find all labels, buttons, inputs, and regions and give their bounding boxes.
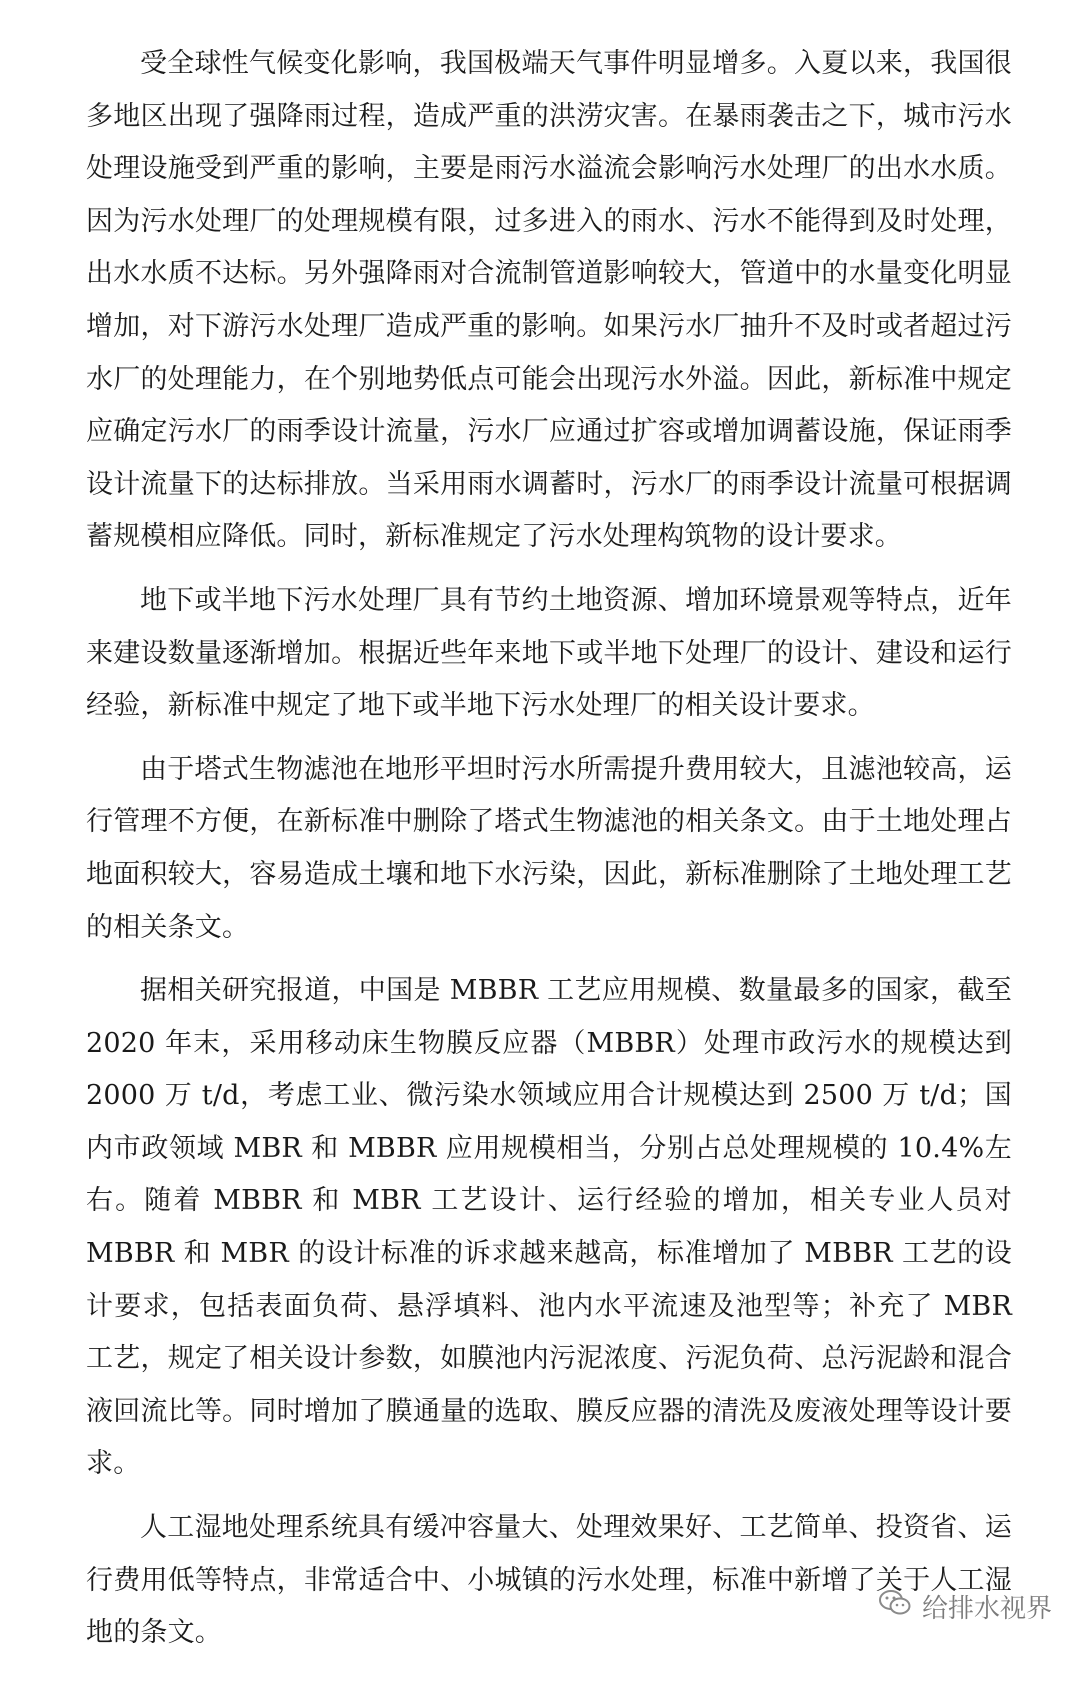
paragraph-5: 人工湿地处理系统具有缓冲容量大、处理效果好、工艺简单、投资省、运行费用低等特点，非常适合中、小城镇的污水处理，标准中新增了关于人工湿地的条文。 xyxy=(86,1512,1012,1649)
document-body xyxy=(86,38,1012,1671)
paragraph-2: 地下或半地下污水处理厂具有节约土地资源、增加环境景观等特点，近年来建设数量逐渐增加。根据近些年来地下或半地下处理厂的设计、建设和运行经验，新标准中规定了地下或半地下污水处理厂的相关设计要求。 xyxy=(86,584,1012,722)
watermark xyxy=(878,1588,1052,1625)
paragraph-4: 据相关研究报道，中国是 MBBR 工艺应用规模、数量最多的国家，截至 2020 年末，采用移动床生物膜反应器（MBBR）处理市政污水的规模达到 2000 万 t/d，考虑工业、微污染水领域应用合计规模达到 2500 万 t/d；国内市政领域 MBR 和 MBBR 应用规模相当，分别占总处理规模的 10.4%左右。随着 MBBR 和 MBR 工艺设计、运行经验的增加，相关专业人员对 MBBR 和 MBR 的设计标准的诉求越来越高，标准增加了 MBBR 工艺的设计要求，包括表面负荷、悬浮填料、池内水平流速及池型等；补充了 MBR 工艺，规定了相关设计参数，如膜池内污泥浓度、污泥负荷、总污泥龄和混合液回流比等。同时增加了膜通量的选取、膜反应器的清洗及废液处理等设计要求。 xyxy=(86,975,1012,1480)
watermark-text: 给排水视界 xyxy=(921,1594,1052,1624)
wechat-icon xyxy=(878,1588,912,1625)
paragraph-1: 受全球性气候变化影响，我国极端天气事件明显增多。入夏以来，我国很多地区出现了强降雨过程，造成严重的洪涝灾害。在暴雨袭击之下，城市污水处理设施受到严重的影响，主要是雨污水溢流会影响污水处理厂的出水水质。因为污水处理厂的处理规模有限，过多进入的雨水、污水不能得到及时处理，出水水质不达标。另外强降雨对合流制管道影响较大，管道中的水量变化明显增加，对下游污水处理厂造成严重的影响。如果污水厂抽升不及时或者超过污水厂的处理能力，在个别地势低点可能会出现污水外溢。因此，新标准中规定应确定污水厂的雨季设计流量，污水厂应通过扩容或增加调蓄设施，保证雨季设计流量下的达标排放。当采用雨水调蓄时，污水厂的雨季设计流量可根据调蓄规模相应降低。同时，新标准规定了污水处理构筑物的设计要求。 xyxy=(86,48,1012,553)
paragraph-3: 由于塔式生物滤池在地形平坦时污水所需提升费用较大，且滤池较高，运行管理不方便，在新标准中删除了塔式生物滤池的相关条文。由于土地处理占地面积较大，容易造成土壤和地下水污染，因此，新标准删除了土地处理工艺的相关条文。 xyxy=(86,753,1012,943)
